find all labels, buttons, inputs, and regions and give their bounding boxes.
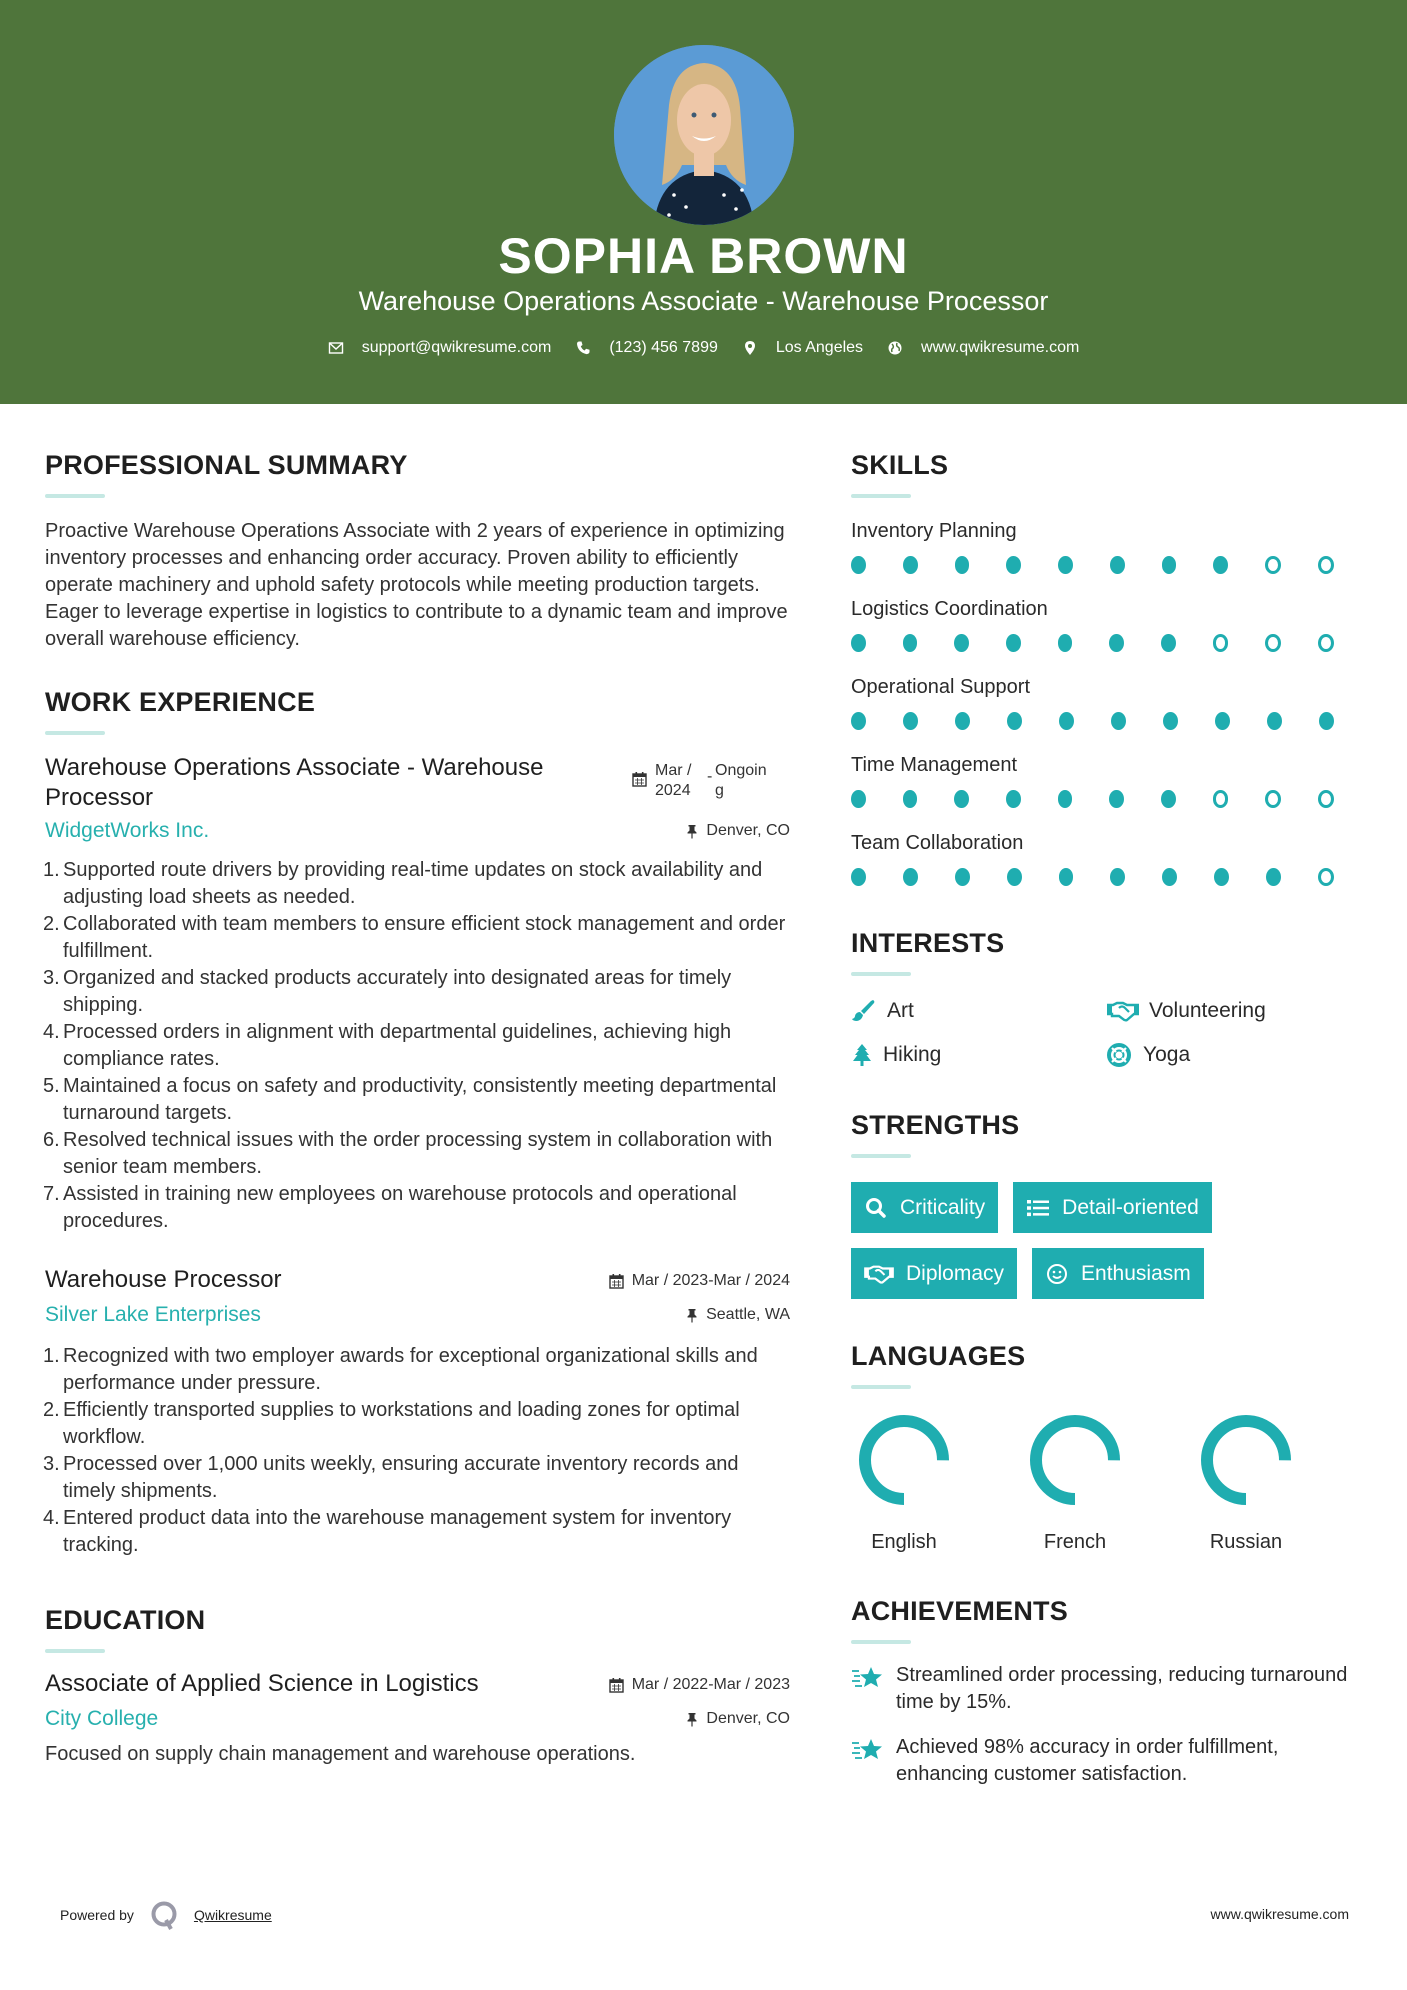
pushpin-icon xyxy=(686,1308,698,1323)
skill-name: Team Collaboration xyxy=(851,832,1024,854)
job-bullet: Collaborated with team members to ensure efficient stock management and order fulfillment. xyxy=(63,913,786,962)
education-date xyxy=(609,1675,790,1695)
summary-section xyxy=(45,448,790,653)
achievements-section xyxy=(851,1594,1371,1788)
rating-dot-empty xyxy=(1265,634,1281,652)
language-ring xyxy=(1201,1415,1291,1505)
education-heading: EDUCATION xyxy=(45,1605,206,1635)
rating-dot-filled xyxy=(1110,556,1125,574)
rating-dot-filled xyxy=(1266,868,1281,886)
education-date-text: Mar / 2022-Mar / 2023 xyxy=(631,1676,790,1693)
contact-phone[interactable] xyxy=(575,336,718,360)
achievements-heading: ACHIEVEMENTS xyxy=(851,1596,1068,1626)
job-bullet: Organized and stacked products accurately into designated areas for timely shipping. xyxy=(63,967,732,1016)
skill-item xyxy=(851,596,1371,652)
footer-powered-by xyxy=(60,1900,272,1930)
skill-name: Operational Support xyxy=(851,676,1031,698)
education-section xyxy=(45,1603,790,1768)
rating-dot-filled xyxy=(903,790,918,808)
strength-label: Diplomacy xyxy=(906,1261,1005,1285)
rating-dot-empty xyxy=(1265,790,1281,808)
strength-tag xyxy=(1032,1248,1204,1299)
rating-dot-filled xyxy=(903,712,918,730)
rating-dot-filled xyxy=(1319,712,1334,730)
summary-text: Proactive Warehouse Operations Associate with 2 years of experience in optimizing inventory processes and enhancing order accuracy. Proven ability to efficiently operate machinery and uphold safety protocols while meeting production targets. Eager to leverage expertise in logistics to contribute to a dynamic team and improve overall warehouse efficiency. xyxy=(45,520,788,650)
list-icon xyxy=(1026,1197,1050,1219)
job-bullet: Recognized with two employer awards for exceptional organizational skills and performance under pressure. xyxy=(63,1345,758,1394)
pushpin-icon xyxy=(686,1712,698,1727)
rating-dot-filled xyxy=(1109,634,1124,652)
phone-icon xyxy=(575,340,591,356)
job-bullet: Processed over 1,000 units weekly, ensuring accurate inventory records and timely shipments. xyxy=(63,1453,739,1502)
job-entry xyxy=(45,1265,790,1559)
job-bullet: Assisted in training new employees on warehouse protocols and operational procedures. xyxy=(63,1183,737,1232)
rating-dot-filled xyxy=(1162,556,1177,574)
smile-icon xyxy=(1045,1263,1069,1285)
rating-dot-filled xyxy=(1161,790,1176,808)
skills-list xyxy=(851,518,1371,886)
envelope-icon xyxy=(328,340,344,356)
job-entry xyxy=(45,753,790,1235)
strength-label: Enthusiasm xyxy=(1081,1261,1191,1285)
right-column xyxy=(851,404,1371,1788)
job-date-start: Mar / 2024 xyxy=(655,762,692,799)
job-location-text: Seattle, WA xyxy=(706,1306,790,1323)
job-date xyxy=(609,1271,790,1291)
rating-dot-filled xyxy=(903,556,918,574)
search-icon xyxy=(864,1197,888,1219)
rating-dot-filled xyxy=(1059,868,1074,886)
calendar-icon xyxy=(609,1273,624,1289)
rating-dot-filled xyxy=(1162,868,1177,886)
rating-dot-empty xyxy=(1213,634,1229,652)
left-column xyxy=(45,404,790,1768)
job-bullet: Entered product data into the warehouse management system for inventory tracking. xyxy=(63,1507,732,1556)
job-bullet: Efficiently transported supplies to workstations and loading zones for optimal workflow. xyxy=(63,1399,740,1448)
rating-dot-filled xyxy=(851,790,866,808)
skill-item xyxy=(851,518,1371,574)
rating-dot-filled xyxy=(1267,712,1282,730)
qwikresume-logo-icon xyxy=(150,1900,180,1930)
rating-dot-empty xyxy=(1318,634,1334,652)
achievement-item xyxy=(851,1662,1371,1716)
strength-label: Criticality xyxy=(900,1195,986,1219)
rating-dot-filled xyxy=(1111,712,1126,730)
globe-icon xyxy=(887,340,903,356)
section-underline xyxy=(851,494,911,498)
skill-rating xyxy=(851,868,1371,886)
strength-tag xyxy=(851,1182,998,1233)
rating-dot-filled xyxy=(955,556,970,574)
rating-dot-filled xyxy=(1007,712,1022,730)
rating-dot-filled xyxy=(1006,634,1021,652)
rating-dot-filled xyxy=(1006,556,1021,574)
section-underline xyxy=(851,1385,911,1389)
job-date-sep: - xyxy=(707,768,713,785)
strength-tag xyxy=(851,1248,1017,1299)
languages-section xyxy=(851,1339,1371,1554)
qwikresume-link[interactable]: Qwikresume xyxy=(193,1907,272,1923)
rating-dot-filled xyxy=(1214,868,1229,886)
calendar-icon xyxy=(609,1677,624,1693)
candidate-title: Warehouse Operations Associate - Warehouse Processor xyxy=(358,286,1049,316)
achievement-item xyxy=(851,1734,1371,1788)
interest-item xyxy=(1107,998,1363,1024)
summary-heading: PROFESSIONAL SUMMARY xyxy=(45,450,408,480)
rating-dot-filled xyxy=(954,634,969,652)
section-underline xyxy=(851,1154,911,1158)
interest-label: Hiking xyxy=(883,1043,942,1066)
interest-item xyxy=(851,1042,1107,1068)
rating-dot-filled xyxy=(1213,556,1228,574)
strengths-section xyxy=(851,1108,1371,1299)
job-location xyxy=(686,822,790,840)
map-marker-icon xyxy=(742,340,758,356)
interest-item xyxy=(1107,1042,1363,1068)
job-bullet: Supported route drivers by providing real-time updates on stock availability and adjusting load sheets as needed. xyxy=(63,859,763,908)
rating-dot-filled xyxy=(1163,712,1178,730)
job-date-end: Ongoing xyxy=(715,762,767,799)
skill-name: Inventory Planning xyxy=(851,520,1017,542)
languages-list xyxy=(851,1415,1371,1554)
rating-dot-filled xyxy=(954,790,969,808)
job-bullets xyxy=(45,857,790,1235)
skill-rating xyxy=(851,634,1371,652)
education-location-text: Denver, CO xyxy=(706,1710,790,1727)
job-location-text: Denver, CO xyxy=(706,822,790,839)
job-bullet: Resolved technical issues with the order processing system in collaboration with senior team members. xyxy=(63,1129,773,1178)
rating-dot-filled xyxy=(851,556,866,574)
avatar xyxy=(614,45,794,225)
language-item xyxy=(1193,1415,1364,1554)
website-text: www.qwikresume.com xyxy=(921,339,1080,356)
section-underline xyxy=(851,1640,911,1644)
life-ring-icon xyxy=(1107,1043,1133,1067)
language-ring xyxy=(1030,1415,1120,1505)
candidate-name: SOPHIA BROWN xyxy=(498,228,909,284)
achievement-text: Achieved 98% accuracy in order fulfillment, enhancing customer satisfaction. xyxy=(896,1736,1279,1785)
section-underline xyxy=(45,1649,105,1653)
degree: Associate of Applied Science in Logistics xyxy=(45,1670,479,1697)
interest-label: Art xyxy=(887,999,914,1022)
skill-item xyxy=(851,830,1371,886)
contact-website[interactable] xyxy=(887,336,1079,360)
interests-list xyxy=(851,998,1371,1068)
pushpin-icon xyxy=(686,824,698,839)
rating-dot-empty xyxy=(1318,868,1334,886)
experience-section xyxy=(45,685,790,1559)
contact-location xyxy=(742,336,863,360)
strength-label: Detail-oriented xyxy=(1062,1195,1199,1219)
job-date-text: Mar / 2023-Mar / 2024 xyxy=(631,1272,790,1289)
skill-rating xyxy=(851,790,1371,808)
skills-heading: SKILLS xyxy=(851,450,949,480)
job-bullet: Maintained a focus on safety and productivity, consistently meeting departmental turnaround targets. xyxy=(63,1075,777,1124)
interest-item xyxy=(851,998,1107,1024)
rating-dot-empty xyxy=(1318,556,1334,574)
language-name: French xyxy=(1043,1531,1107,1553)
email-text: support@qwikresume.com xyxy=(361,339,552,356)
rating-dot-empty xyxy=(1213,790,1229,808)
education-location xyxy=(686,1710,790,1728)
job-date xyxy=(632,761,795,801)
language-name: English xyxy=(871,1531,937,1553)
skill-name: Time Management xyxy=(851,754,1017,776)
rating-dot-filled xyxy=(955,712,970,730)
interests-heading: INTERESTS xyxy=(851,928,1005,958)
strengths-list xyxy=(851,1182,1311,1299)
rating-dot-filled xyxy=(851,868,866,886)
job-bullet: Processed orders in alignment with departmental guidelines, achieving high compliance rates. xyxy=(63,1021,732,1070)
shooting-star-icon xyxy=(851,1664,885,1692)
languages-heading: LANGUAGES xyxy=(851,1341,1026,1371)
rating-dot-filled xyxy=(1058,556,1073,574)
location-text: Los Angeles xyxy=(775,339,864,356)
company-name: WidgetWorks Inc. xyxy=(45,819,210,842)
job-bullets xyxy=(45,1343,790,1559)
skill-name: Logistics Coordination xyxy=(851,598,1048,620)
rating-dot-filled xyxy=(1109,790,1124,808)
tree-icon xyxy=(851,1043,873,1067)
education-description: Focused on supply chain management and warehouse operations. xyxy=(45,1743,636,1765)
skill-item xyxy=(851,752,1371,808)
rating-dot-empty xyxy=(1318,790,1334,808)
strength-tag xyxy=(1013,1182,1212,1233)
language-item xyxy=(851,1415,1022,1554)
handshake-icon xyxy=(1107,999,1139,1023)
education-entry xyxy=(45,1669,790,1768)
rating-dot-filled xyxy=(903,634,918,652)
section-underline xyxy=(851,972,911,976)
rating-dot-filled xyxy=(1059,712,1074,730)
rating-dot-filled xyxy=(1007,868,1022,886)
rating-dot-filled xyxy=(851,634,866,652)
language-item xyxy=(1022,1415,1193,1554)
section-underline xyxy=(45,731,105,735)
job-role: Warehouse Processor xyxy=(45,1266,282,1293)
rating-dot-filled xyxy=(1110,868,1125,886)
skills-section xyxy=(851,448,1371,886)
calendar-icon xyxy=(632,771,647,787)
contact-bar xyxy=(0,336,1407,360)
section-underline xyxy=(45,494,105,498)
rating-dot-filled xyxy=(1006,790,1021,808)
rating-dot-filled xyxy=(1215,712,1230,730)
rating-dot-filled xyxy=(903,868,918,886)
rating-dot-filled xyxy=(1058,634,1073,652)
footer-website[interactable]: www.qwikresume.com xyxy=(1210,1906,1349,1922)
shooting-star-icon xyxy=(851,1736,885,1764)
phone-text: (123) 456 7899 xyxy=(609,339,718,356)
rating-dot-filled xyxy=(1161,634,1176,652)
skill-rating xyxy=(851,712,1371,730)
skill-rating xyxy=(851,556,1371,574)
resume-header xyxy=(0,0,1407,404)
rating-dot-empty xyxy=(1265,556,1281,574)
language-name: Russian xyxy=(1209,1531,1283,1553)
paintbrush-icon xyxy=(851,999,877,1023)
language-ring xyxy=(859,1415,949,1505)
handshake-icon xyxy=(864,1263,894,1285)
experience-heading: WORK EXPERIENCE xyxy=(45,687,316,717)
powered-by-label: Powered by xyxy=(60,1907,134,1923)
job-role: Warehouse Operations Associate - Warehouse Processor xyxy=(45,754,544,811)
rating-dot-filled xyxy=(1058,790,1073,808)
job-location xyxy=(686,1306,790,1324)
interest-label: Yoga xyxy=(1143,1043,1191,1066)
strengths-heading: STRENGTHS xyxy=(851,1110,1020,1140)
interest-label: Volunteering xyxy=(1149,999,1266,1022)
achievement-text: Streamlined order processing, reducing turnaround time by 15%. xyxy=(896,1664,1348,1713)
rating-dot-filled xyxy=(955,868,970,886)
company-name: Silver Lake Enterprises xyxy=(45,1303,261,1326)
profile-photo-icon xyxy=(614,45,794,225)
skill-item xyxy=(851,674,1371,730)
interests-section xyxy=(851,926,1371,1068)
rating-dot-filled xyxy=(851,712,866,730)
school-name: City College xyxy=(45,1707,159,1730)
contact-email[interactable] xyxy=(328,336,552,360)
